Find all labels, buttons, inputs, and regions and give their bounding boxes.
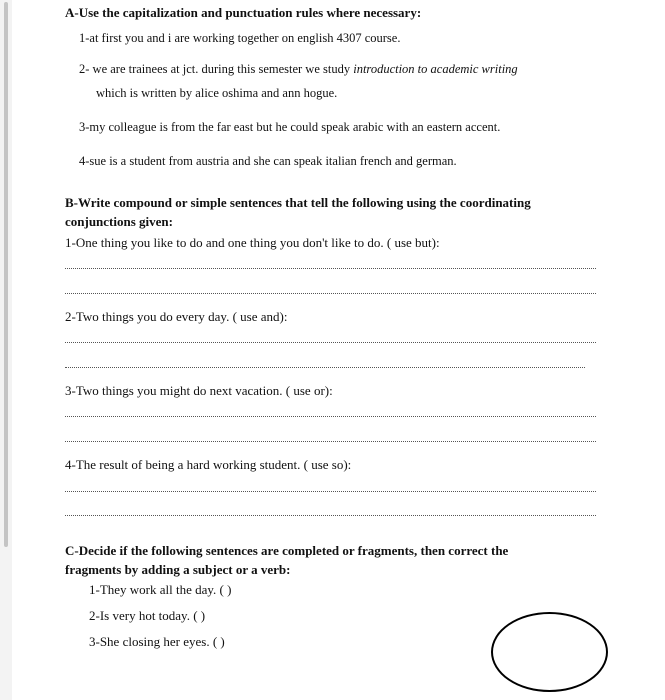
section-b-heading-line-2: conjunctions given: [65,214,173,229]
section-a-item-2-book-title: introduction to academic writing [353,62,518,76]
section-a-item-2-continuation: which is written by alice oshima and ann hogue. [96,86,338,100]
section-c-heading-line-1: C-Decide if the following sentences are completed or fragments, then correct the [65,543,509,558]
section-a-item-4: 4-sue is a student from austria and she can speak italian french and german. [79,154,457,168]
scrollbar-thumb[interactable] [4,2,8,547]
section-c-heading-line-2: fragments by adding a subject or a verb: [65,562,291,577]
section-c-item-1: 1-They work all the day. ( ) [89,582,232,597]
answer-line-1a[interactable] [65,268,596,269]
scrollbar[interactable] [0,0,12,700]
answer-line-2b[interactable] [65,367,585,368]
section-c-item-2: 2-Is very hot today. ( ) [89,608,206,623]
section-c-item-3: 3-She closing her eyes. ( ) [89,634,225,649]
section-b-heading-line-1: B-Write compound or simple sentences that tell the following using the coordinating [65,195,531,210]
section-a-item-3: 3-my colleague is from the far east but he could speak arabic with an eastern accent. [79,120,501,134]
answer-line-3a[interactable] [65,416,596,417]
answer-line-4a[interactable] [65,491,596,492]
section-b-prompt-2: 2-Two things you do every day. ( use and): [65,309,288,324]
section-a-item-2 [79,60,518,78]
section-b-prompt-4: 4-The result of being a hard working student. ( use so): [65,457,352,472]
oval-shape [491,612,608,692]
section-a-heading: A-Use the capitalization and punctuation rules where necessary: [65,5,422,20]
section-b-prompt-3: 3-Two things you might do next vacation. ( use or): [65,383,333,398]
answer-line-3b[interactable] [65,441,596,442]
answer-line-4b[interactable] [65,515,596,516]
answer-line-1b[interactable] [65,293,596,294]
section-a-item-1: 1-at first you and i are working together on english 4307 course. [79,31,401,45]
section-b-prompt-1: 1-One thing you like to do and one thing you don't like to do. ( use but): [65,235,440,250]
section-a-item-2-text: 2- we are trainees at jct. during this semester we study [79,62,354,76]
answer-line-2a[interactable] [65,342,596,343]
